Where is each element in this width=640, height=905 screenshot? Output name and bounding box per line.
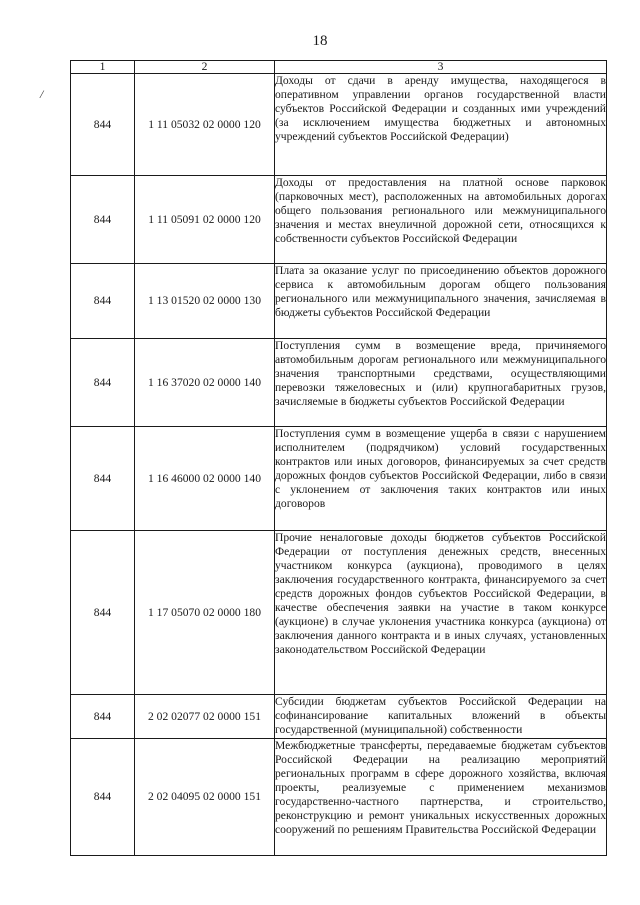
revenue-description: Доходы от сдачи в аренду имущества, находящегося в оперативном управлении органов государственной власти субъектов Российской Федерации и созданных ими учреждений (за исключением имущества бюджетных и автономных учреждений субъектов Российской Федерации) [275, 74, 607, 176]
revenue-code: 1 16 37020 02 0000 140 [135, 339, 275, 427]
table-row [71, 74, 607, 176]
revenue-code: 1 16 46000 02 0000 140 [135, 427, 275, 531]
page-number: 18 [312, 33, 328, 49]
table-row [71, 739, 607, 856]
table-row [71, 427, 607, 531]
admin-code: 844 [71, 739, 135, 856]
admin-code: 844 [71, 339, 135, 427]
budget-revenue-table [70, 60, 607, 856]
revenue-description: Поступления сумм в возмещение вреда, причиняемого автомобильным дорогам регионального или межмуниципального значения транспортными средствами, осуществляющими перевозки тяжеловесных и (или) крупногабаритных грузов, зачисляемые в бюджеты субъектов Российской Федерации [275, 339, 607, 427]
revenue-description: Прочие неналоговые доходы бюджетов субъектов Российской Федерации от поступления денежных средств, внесенных участником конкурса (аукциона), проводимого в целях заключения государственного контракта, финансируемого за счет средств дорожных фондов субъектов Российской Федерации, в качестве обеспечения заявки на участие в таком конкурсе (аукционе) в случае уклонения участника конкурса (аукциона) от заключения данного контракта и в иных случаях, установленных законодательством Российской Федерации [275, 531, 607, 695]
revenue-description: Межбюджетные трансферты, передаваемые бюджетам субъектов Российской Федерации на реализацию мероприятий региональных программ в сфере дорожного хозяйства, включая проекты, реализуемые с применением механизмов государственно-частного партнерства, и строительство, реконструкцию и ремонт уникальных искусственных дорожных сооружений по решениям Правительства Российской Федерации [275, 739, 607, 856]
revenue-code: 1 11 05091 02 0000 120 [135, 176, 275, 264]
revenue-description: Доходы от предоставления на платной основе парковок (парковочных мест), расположенных на автомобильных дорогах общего пользования регионального или межмуниципального значения и местах внеуличной дорожной сети, относящихся к собственности субъектов Российской Федерации [275, 176, 607, 264]
margin-mark: / [40, 87, 44, 101]
table-row [71, 264, 607, 339]
admin-code: 844 [71, 695, 135, 739]
admin-code: 844 [71, 74, 135, 176]
revenue-code: 1 17 05070 02 0000 180 [135, 531, 275, 695]
header-col-3: 3 [275, 61, 607, 74]
table-row [71, 695, 607, 739]
admin-code: 844 [71, 264, 135, 339]
table-header-row [71, 61, 607, 74]
admin-code: 844 [71, 176, 135, 264]
revenue-code: 1 13 01520 02 0000 130 [135, 264, 275, 339]
header-col-1: 1 [71, 61, 135, 74]
revenue-code: 1 11 05032 02 0000 120 [135, 74, 275, 176]
revenue-description: Плата за оказание услуг по присоединению объектов дорожного сервиса к автомобильным дорогам общего пользования регионального или межмуниципального значения, зачисляемая в бюджеты субъектов Российской Федерации [275, 264, 607, 339]
revenue-code: 2 02 04095 02 0000 151 [135, 739, 275, 856]
admin-code: 844 [71, 427, 135, 531]
revenue-code: 2 02 02077 02 0000 151 [135, 695, 275, 739]
header-col-2: 2 [135, 61, 275, 74]
table-row [71, 339, 607, 427]
table-row [71, 531, 607, 695]
admin-code: 844 [71, 531, 135, 695]
revenue-description: Субсидии бюджетам субъектов Российской Федерации на софинансирование капитальных вложений в объекты государственной (муниципальной) собственности [275, 695, 607, 739]
table-row [71, 176, 607, 264]
revenue-description: Поступления сумм в возмещение ущерба в связи с нарушением исполнителем (подрядчиком) условий государственных контрактов или иных договоров, финансируемых за счет средств дорожных фондов субъектов Российской Федерации, либо в связи с уклонением от заключения таких контрактов или иных договоров [275, 427, 607, 531]
